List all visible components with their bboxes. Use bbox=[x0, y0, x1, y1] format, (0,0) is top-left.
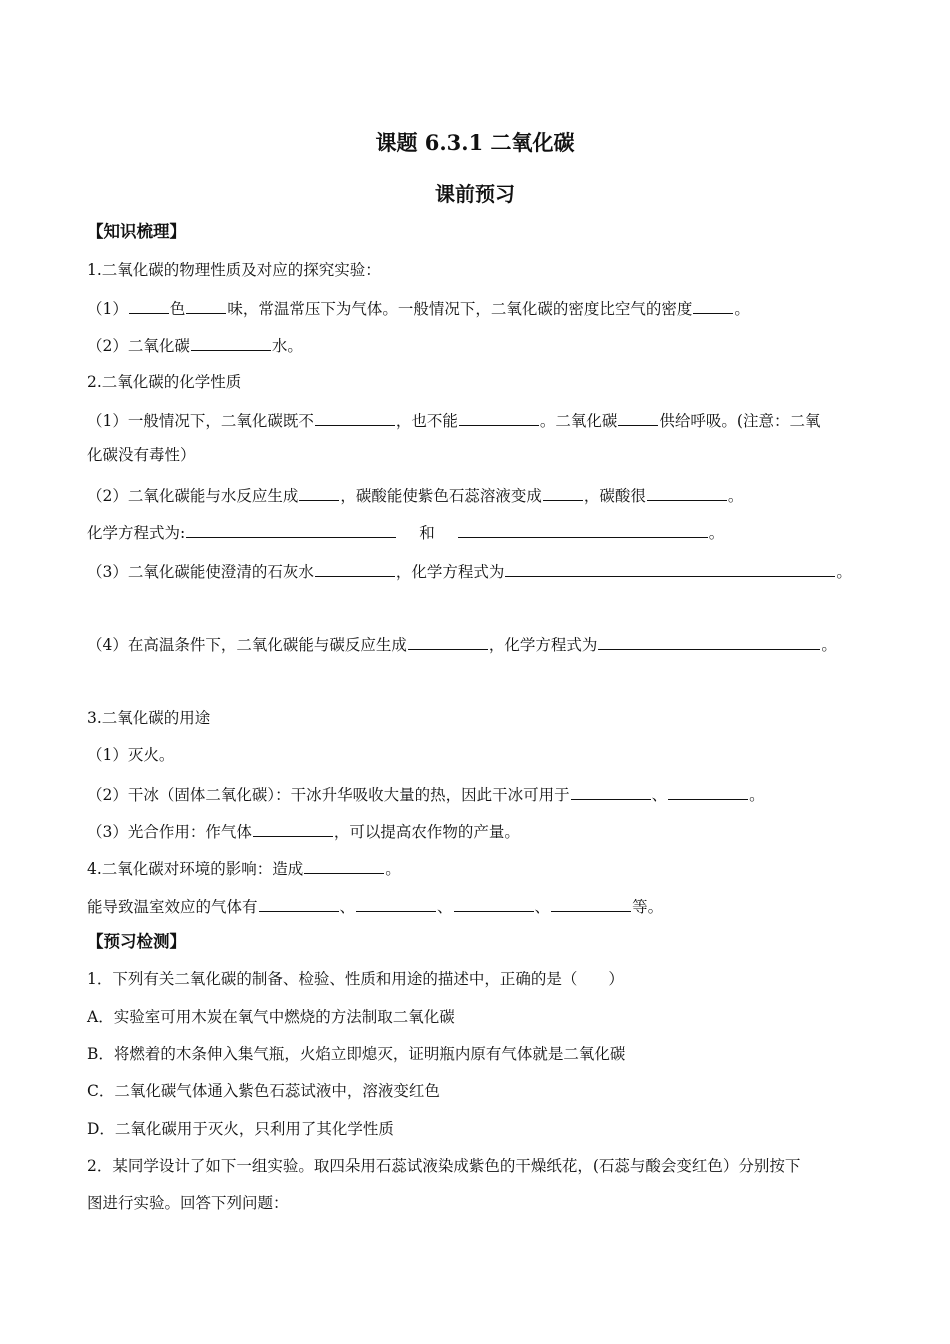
blank[interactable] bbox=[505, 560, 835, 577]
item-2-2-equation: 化学方程式为: 和 。 bbox=[87, 521, 724, 543]
question-2: 2．某同学设计了如下一组实验。取四朵用石蕊试液染成紫色的干燥纸花，(石蕊与酸会变红色）分别按下 bbox=[87, 1157, 801, 1175]
item-2-1: （1）一般情况下，二氧化碳既不 ，也不能 。二氧化碳 供给呼吸。(注意：二氧 bbox=[87, 409, 820, 431]
blank[interactable] bbox=[315, 560, 395, 577]
question-1-option-a: A．实验室可用木炭在氧气中燃烧的方法制取二氧化碳 bbox=[87, 1008, 455, 1026]
item-2-3: （3）二氧化碳能使澄清的石灰水 ，化学方程式为 。 bbox=[87, 560, 852, 582]
blank[interactable] bbox=[571, 783, 651, 800]
blank[interactable] bbox=[459, 409, 539, 426]
item-1-2: （2）二氧化碳 水。 bbox=[87, 334, 303, 356]
blank[interactable] bbox=[315, 409, 395, 426]
item-2-4: （4）在高温条件下，二氧化碳能与碳反应生成 ，化学方程式为 。 bbox=[87, 633, 837, 655]
section-knowledge-heading: 【知识梳理】 bbox=[87, 222, 186, 241]
page-title: 课题 6.3.1 二氧化碳 bbox=[375, 130, 575, 155]
blank[interactable] bbox=[186, 297, 226, 314]
blank[interactable] bbox=[647, 484, 727, 501]
blank[interactable] bbox=[551, 895, 631, 912]
section-preview-check-heading: 【预习检测】 bbox=[87, 932, 186, 951]
blank[interactable] bbox=[454, 895, 534, 912]
blank[interactable] bbox=[253, 820, 333, 837]
item-2-2: （2）二氧化碳能与水反应生成 ，碳酸能使紫色石蕊溶液变成 ，碳酸很 。 bbox=[87, 484, 743, 506]
page-subtitle: 课前预习 bbox=[435, 182, 515, 206]
question-1-option-b: B．将燃着的木条伸入集气瓶，火焰立即熄灭，证明瓶内原有气体就是二氧化碳 bbox=[87, 1045, 626, 1063]
item-4-gases: 能导致温室效应的气体有 、 、 、 等。 bbox=[87, 895, 663, 917]
blank[interactable] bbox=[356, 895, 436, 912]
item-3-3: （3）光合作用：作气体 ，可以提高农作物的产量。 bbox=[87, 820, 520, 842]
blank[interactable] bbox=[543, 484, 583, 501]
item-1-1: （1） 色 味，常温常压下为气体。一般情况下，二氧化碳的密度比空气的密度 。 bbox=[87, 297, 750, 319]
item-2-1-cont: 化碳没有毒性） bbox=[87, 446, 196, 464]
item-2-heading: 2.二氧化碳的化学性质 bbox=[87, 373, 242, 391]
blank[interactable] bbox=[668, 783, 748, 800]
blank[interactable] bbox=[598, 633, 820, 650]
blank[interactable] bbox=[693, 297, 733, 314]
blank[interactable] bbox=[299, 484, 339, 501]
blank[interactable] bbox=[186, 521, 396, 538]
item-3-heading: 3.二氧化碳的用途 bbox=[87, 709, 211, 727]
blank[interactable] bbox=[458, 521, 708, 538]
item-4-heading: 4.二氧化碳对环境的影响：造成 。 bbox=[87, 857, 401, 879]
blank[interactable] bbox=[191, 334, 271, 351]
blank[interactable] bbox=[618, 409, 658, 426]
question-2-cont: 图进行实验。回答下列问题： bbox=[87, 1194, 289, 1212]
item-3-2: （2）干冰（固体二氧化碳）：干冰升华吸收大量的热，因此干冰可用于 、 。 bbox=[87, 783, 765, 805]
question-1: 1．下列有关二氧化碳的制备、检验、性质和用途的描述中，正确的是（ ） bbox=[87, 970, 624, 988]
item-3-1: （1）灭火。 bbox=[87, 746, 175, 764]
question-1-option-c: C．二氧化碳气体通入紫色石蕊试液中，溶液变红色 bbox=[87, 1082, 440, 1100]
item-1-heading: 1.二氧化碳的物理性质及对应的探究实验： bbox=[87, 261, 381, 279]
question-1-option-d: D．二氧化碳用于灭火，只利用了其化学性质 bbox=[87, 1120, 394, 1138]
blank[interactable] bbox=[129, 297, 169, 314]
blank[interactable] bbox=[259, 895, 339, 912]
blank[interactable] bbox=[304, 857, 384, 874]
blank[interactable] bbox=[408, 633, 488, 650]
